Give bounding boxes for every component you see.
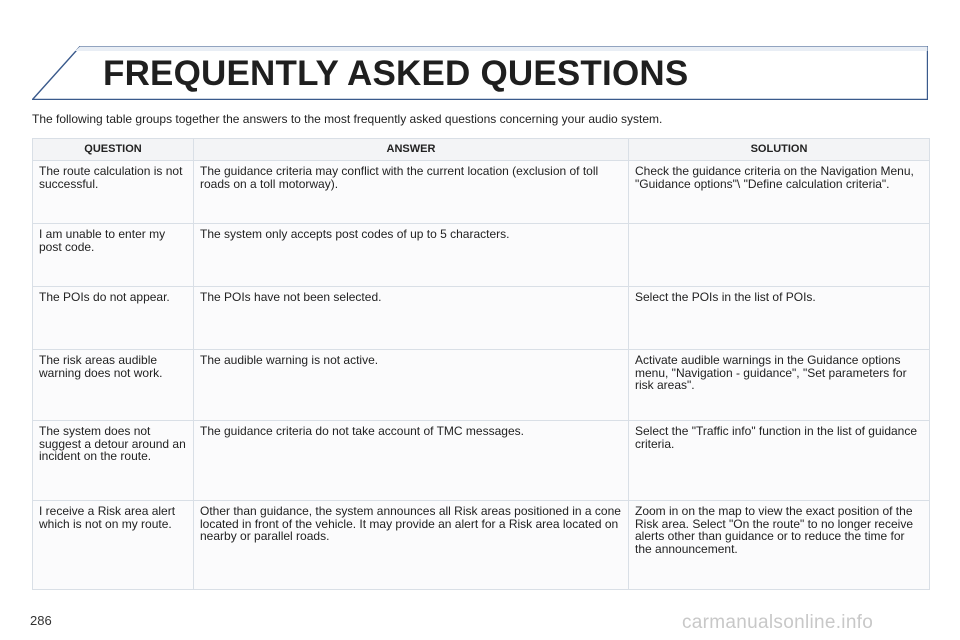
solution-cell: Select the POIs in the list of POIs. xyxy=(629,287,930,350)
answer-cell: The POIs have not been selected. xyxy=(194,287,629,350)
answer-cell: The audible warning is not active. xyxy=(194,350,629,421)
solution-cell xyxy=(629,224,930,287)
page-number: 286 xyxy=(30,613,52,628)
answer-cell: Other than guidance, the system announces all Risk areas positioned in a cone located in front of the vehicle. It may provide an alert for a Risk area located on nearby or parallel roads. xyxy=(194,501,629,590)
question-cell: The POIs do not appear. xyxy=(33,287,194,350)
answer-cell: The guidance criteria may conflict with the current location (exclusion of toll roads on a toll motorway). xyxy=(194,161,629,224)
answer-cell: The system only accepts post codes of up to 5 characters. xyxy=(194,224,629,287)
column-header-question: QUESTION xyxy=(33,139,194,161)
column-header-solution: SOLUTION xyxy=(629,139,930,161)
table-row xyxy=(33,224,930,287)
watermark: carmanualsonline.info xyxy=(682,612,874,633)
faq-table xyxy=(32,138,930,590)
table-row xyxy=(33,421,930,501)
answer-cell: The guidance criteria do not take account of TMC messages. xyxy=(194,421,629,501)
question-cell: The risk areas audible warning does not work. xyxy=(33,350,194,421)
table-row xyxy=(33,501,930,590)
question-cell: I am unable to enter my post code. xyxy=(33,224,194,287)
table-row xyxy=(33,161,930,224)
question-cell: I receive a Risk area alert which is not on my route. xyxy=(33,501,194,590)
column-header-answer: ANSWER xyxy=(194,139,629,161)
solution-cell: Zoom in on the map to view the exact position of the Risk area. Select "On the route" to no longer receive alerts other than guidance or to reduce the time for the announcement. xyxy=(629,501,930,590)
table-row xyxy=(33,287,930,350)
table-header-row xyxy=(33,139,930,161)
solution-cell: Check the guidance criteria on the Navigation Menu, "Guidance options"\ "Define calculation criteria". xyxy=(629,161,930,224)
question-cell: The route calculation is not successful. xyxy=(33,161,194,224)
question-cell: The system does not suggest a detour around an incident on the route. xyxy=(33,421,194,501)
page-title: FREQUENTLY ASKED QUESTIONS xyxy=(103,54,689,93)
solution-cell: Activate audible warnings in the Guidance options menu, "Navigation - guidance", "Set parameters for risk areas". xyxy=(629,350,930,421)
intro-text: The following table groups together the answers to the most frequently asked questions concerning your audio system. xyxy=(32,112,663,126)
table-row xyxy=(33,350,930,421)
solution-cell: Select the "Traffic info" function in the list of guidance criteria. xyxy=(629,421,930,501)
